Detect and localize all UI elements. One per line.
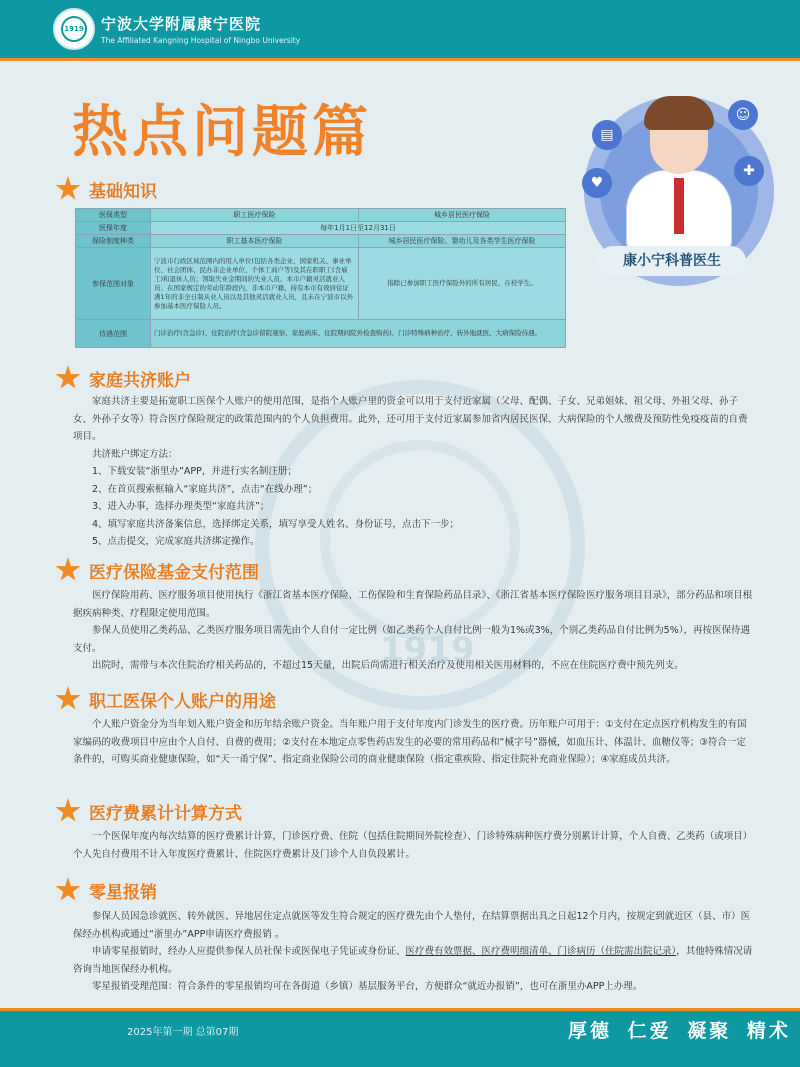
section-title: 医疗费累计计算方式 [89, 803, 242, 824]
row-label: 参保范围对象 [76, 248, 151, 320]
medical-cross-icon: ✚ [734, 156, 764, 186]
section-title: 医疗保险基金支付范围 [89, 562, 259, 583]
paragraph: 家庭共济主要是拓宽职工医保个人账户的使用范围，是指个人账户里的资金可以用于支付近家属（父母、配偶、子女、兄弟姐妹、祖父母、外祖父母、孙子女、外孙子女等）符合医疗保险规定的政策范围内的个人负担费用。此外，还可用于支付近家属参加省内居民医保、大病保险的个人缴费及预防性免疫疫苗的自费项目。 [73, 396, 748, 442]
employee-cell: 职工医疗保险 [151, 209, 359, 222]
section-fund-header [55, 557, 259, 583]
paragraph [73, 943, 753, 978]
header-accent-line [0, 58, 800, 61]
paragraph: 参保人员使用乙类药品、乙类医疗服务项目需先由个人自付一定比例（如乙类药个人自付比例一般为1%或3%，个别乙类药品自付比例为5%），再按医保待遇支付。 [73, 625, 750, 654]
mascot-tie [674, 178, 684, 234]
row-label: 保险制度种类 [76, 235, 151, 248]
hospital-logo [53, 8, 95, 50]
issue-number: 2025年第一期 总第07期 [127, 1027, 239, 1038]
star-icon [55, 798, 81, 824]
watermark-year: 1919 [380, 630, 475, 670]
hospital-name: 宁波大学附属康宁医院 [101, 15, 262, 33]
star-icon [55, 365, 81, 391]
paragraph: 个人账户资金分为当年划入账户资金和历年结余账户资金。当年账户用于支付年度内门诊发生的医疗费。历年账户可用于：①支付在定点医疗机构发生的有国家编码的收费项目中应由个人自付、自费的费用；②支付在本地定点零售药店发生的必要的常用药品和“械字号”器械，如血压计、体温计、血糖仪等；③符合一定条件的，可购买商业健康保险，如“天一甬宁保”、指定商业保险公司的商业健康保险（指定重疾险、指定住院补充商业保险）；④家庭成员共济。 [73, 719, 747, 765]
list-item: 3、进入办事，选择办理类型“家庭共济”； [92, 501, 270, 512]
underlined-text: 医疗费有效票据、医疗费明细清单、门诊病历（住院需出院记录） [405, 946, 677, 957]
cumulative-text [73, 828, 753, 863]
list-item: 5、点击提交，完成家庭共济绑定操作。 [92, 536, 260, 547]
merged-cell: 每年1月1日至12月31日 [151, 222, 566, 235]
paragraph: 共济账户绑定方法： [92, 448, 178, 460]
employee-cell: 职工基本医疗保险 [151, 235, 359, 248]
list-item: 2、在首页搜索框输入“家庭共济”，点击“在线办理”； [92, 483, 318, 495]
star-icon [55, 877, 81, 903]
star-icon [55, 686, 81, 712]
reimburse-text [73, 908, 753, 996]
section-personal-header [55, 686, 276, 712]
section-family-header [55, 365, 191, 391]
table-row [76, 209, 566, 222]
table-row [76, 222, 566, 235]
paragraph: 参保人员因急诊就医、转外就医、异地居住定点就医等发生符合规定的医疗费先由个人垫付，在结算票据出具之日起12个月内，按规定到就近区（县、市）医保经办机构或通过“浙里办”APP申请医疗费报销 。 [73, 911, 751, 940]
paragraph: 出院时，需带与本次住院治疗相关药品的，不超过15天量，出院后尚需进行相关治疗及使用相关医用材料的，不应在住院医疗费中预先列支。 [92, 660, 684, 671]
mascot-hair [644, 96, 714, 130]
hospital-motto: 厚德 仁爱 凝聚 精术 [568, 1020, 791, 1042]
resident-cell: 城乡居民医疗保险、婴幼儿及各类学生医疗保险 [359, 235, 566, 248]
paragraph: 零星报销受理范围：符合条件的零星报销均可在各街道（乡镇）基层服务平台，方便群众“就近办报销”，也可在浙里办APP上办理。 [92, 981, 643, 992]
mascot-label: 康小宁科普医生 [598, 246, 746, 276]
logo-year: 1919 [61, 16, 87, 42]
row-label: 医保年度 [76, 222, 151, 235]
section-title: 零星报销 [89, 882, 157, 903]
section-reimburse-header [55, 877, 157, 903]
page-title: 热点问题篇 [72, 100, 372, 165]
family-text [73, 393, 753, 551]
section-title: 家庭共济账户 [89, 370, 191, 391]
row-label: 待遇范围 [76, 320, 151, 348]
table-row [76, 320, 566, 348]
clipboard-icon: ▤ [592, 120, 622, 150]
fund-text [73, 587, 753, 675]
merged-cell: 门诊治疗(含急诊)、住院治疗(含急诊留院观察、家庭病床、住院期间院外检查购药)、门诊特殊病种治疗、转外地就医、大病保险待遇。 [151, 320, 566, 348]
resident-cell: 指除已参加职工医疗保险外的所有居民、在校学生。 [359, 248, 566, 320]
paragraph: 一个医保年度内每次结算的医疗费累计计算，门诊医疗费、住院（包括住院期间外院检查）、门诊特殊病种医疗费分别累计计算，个人自费、乙类药（或项目）个人先自付费用不计入年度医疗费累计、住院医疗费累计及门诊个人自负段累计。 [73, 831, 753, 860]
table-row [76, 235, 566, 248]
list-item: 1、下载安装“浙里办”APP，并进行实名制注册； [92, 466, 297, 477]
text-span: ，其他特殊情况请咨询当地医保经办机构。 [73, 946, 753, 975]
family-icon: ☺ [728, 100, 758, 130]
star-icon [55, 176, 81, 202]
resident-cell: 城乡居民医疗保险 [359, 209, 566, 222]
table-row [76, 248, 566, 320]
star-icon [55, 557, 81, 583]
list-item: 4、填写家庭共济备案信息，选择绑定关系，填写享受人姓名、身份证号，点击下一步； [92, 518, 460, 530]
section-title: 基础知识 [89, 181, 157, 202]
insurance-table [75, 208, 566, 348]
row-label: 医保类型 [76, 209, 151, 222]
section-basics-header [55, 176, 157, 202]
section-cumulative-header [55, 798, 242, 824]
section-title: 职工医保个人账户的用途 [89, 691, 276, 712]
paragraph: 医疗保险用药、医疗服务项目使用执行《浙江省基本医疗保险、工伤保险和生育保险药品目录》、《浙江省基本医疗保险医疗服务项目目录》，部分药品和项目根据疾病种类、疗程限定使用范围。 [73, 590, 753, 619]
personal-text [73, 716, 753, 769]
heart-icon: ♥ [582, 168, 612, 198]
hospital-name-en: The Affiliated Kangning Hospital of Ningbo University [101, 36, 301, 45]
employee-cell: 宁波市行政区域范围内的用人单位(包括各类企业、国家机关、事业单位、社会团体、民办非企业单位、个体工商户等)及其在职职工(含雇工)和退休人员；领取失业金期间的失业人员、本市户籍灵活就业人员；在国家规定的劳动年龄段内，非本市户籍、持有本市有效居住证满1年的非全日制从业人员以及其他灵活就业人员，且未在宁波市以外参加基本医疗保险人员。 [151, 248, 359, 320]
text-span: 申请零星报销时，经办人应提供参保人员社保卡或医保电子凭证或身份证、 [92, 946, 406, 957]
